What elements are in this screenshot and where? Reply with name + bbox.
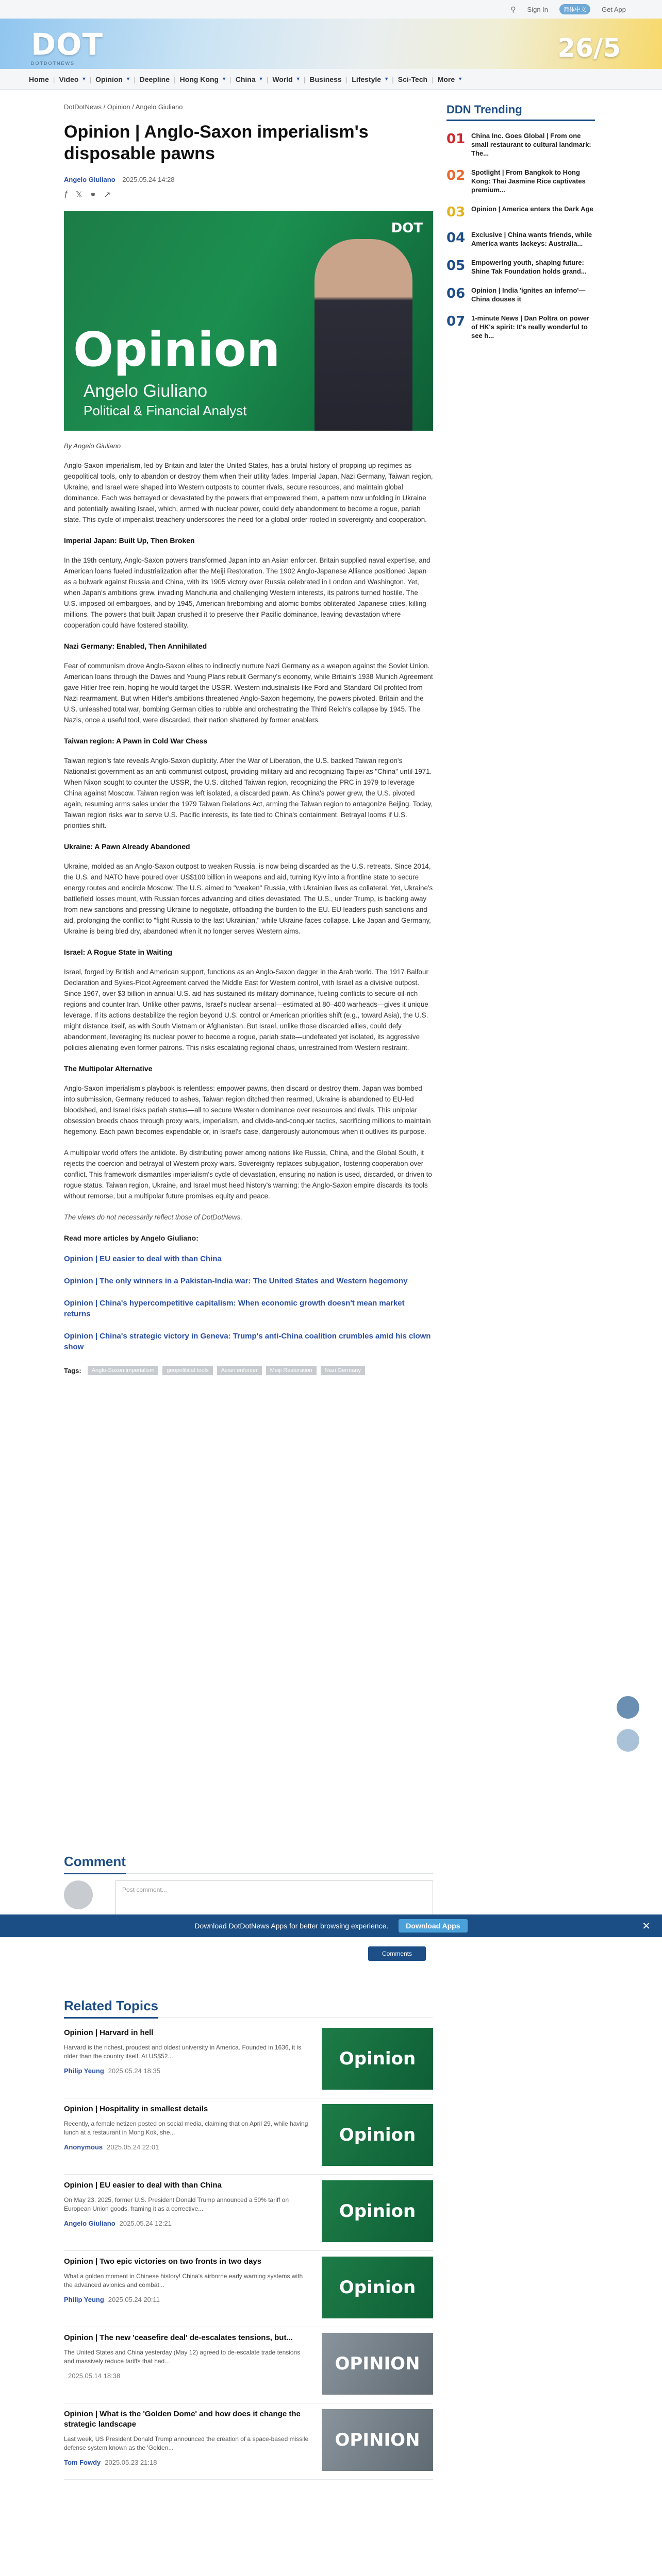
related-thumbnail[interactable]: Opinion [322, 2028, 433, 2090]
trending-item[interactable] [446, 258, 595, 276]
related-summary: The United States and China yesterday (May 12) agreed to de-escalate trade tensions and massively reduce tariffs that had... [64, 2349, 301, 2365]
facebook-icon[interactable]: ƒ [64, 190, 69, 198]
x-icon[interactable]: 𝕏 [75, 191, 82, 199]
close-icon[interactable]: ✕ [642, 1920, 651, 1932]
trending-item[interactable] [446, 205, 595, 220]
trending-item[interactable] [446, 314, 595, 340]
related-summary: Recently, a female netizen posted on social media, claiming that on April 29, while having lunch at a restaurant in Mong Kok, she... [64, 2120, 308, 2136]
divider [64, 2479, 433, 2480]
anniversary-badge: 26/5 [557, 33, 621, 63]
trending-rank: 02 [446, 168, 466, 183]
related-author[interactable]: Philip Yeung [64, 2067, 104, 2075]
trending-headline[interactable]: Exclusive | China wants friends, while America wants lackeys: Australia... [471, 231, 592, 247]
paragraph: Taiwan region's fate reveals Anglo-Saxon duplicity. After the War of Liberation, the U.S. backed Taiwan region's Nationalist government as an anti-communist outpost, providing military aid and recognizing Taipei as "China" until 1971. When Nixon sought to counter the USSR, the U.S. ditched Taiwan region, recognizing the PRC in 1979 to leverage China against Moscow. Taiwan region was left isolated, a discarded pawn. As China's power grew, the U.S. pivoted again, resuming arms sales under the 1979 Taiwan Relations Act, arming the Taiwan region to antagonize Beijing. Today, Taiwan region risks war to serve U.S. Pacific interests, its fate tied to China's containment. Betrayal looms if U.S. priorities shift. [64, 757, 433, 829]
avatar [64, 1880, 93, 1909]
share-bar [64, 190, 433, 200]
article-title: Opinion | Anglo-Saxon imperialism's disposable pawns [64, 122, 369, 163]
related-author[interactable]: Anonymous [64, 2143, 103, 2151]
comment-header [64, 1854, 433, 1874]
related-item[interactable] [64, 2333, 433, 2380]
section-heading: Taiwan region: A Pawn in Cold War Chess [64, 737, 208, 745]
paragraph: Anglo-Saxon imperialism's playbook is relentless: empower pawns, then discard or destroy them. Japan was bombed into submission, Germany reduced to ashes, Taiwan region ditched then rearmed, Ukraine is abandoned to EU-led bloodshed, and Israel risks pariah status—all to secure Western dominance over resources and rivals. This unipolar obsession breeds chaos through proxy wars, imperialism, and divide-and-conquer tactics, sacrificing millions to maintain hegemony. Each pawn becomes expendable or, in Israel's case, dangerously autonomous when it outlives its purpose. [64, 1084, 431, 1136]
related-time: 2025.05.14 18:38 [68, 2372, 121, 2380]
read-more-link[interactable]: Opinion | China's strategic victory in Geneva: Trump's anti-China coalition crumbles amid his clown show [64, 1332, 431, 1351]
download-app-bar [0, 1914, 662, 1937]
search-icon[interactable]: ⚲ [510, 5, 516, 13]
trending-headline[interactable]: Opinion | America enters the Dark Age [471, 205, 593, 213]
related-header [64, 1998, 433, 2018]
site-logo[interactable]: DOT [31, 27, 104, 62]
tag-chip[interactable]: geopolitical tools [162, 1366, 212, 1375]
related-title[interactable]: Opinion | What is the 'Golden Dome' and how does it change the strategic landscape [64, 2410, 301, 2429]
author-photo [315, 239, 412, 431]
trending-rank: 05 [446, 258, 466, 274]
related-time: 2025.05.24 12:21 [119, 2219, 172, 2227]
trending-title: DDN Trending [446, 103, 595, 121]
related-time: 2025.05.24 18:35 [108, 2067, 160, 2075]
related-time: 2025.05.23 21:18 [105, 2459, 157, 2466]
link-icon[interactable]: ⚭ [89, 191, 97, 199]
tag-chip[interactable]: Nazi Germany [321, 1366, 365, 1375]
nav-separator: | [303, 75, 306, 83]
tag-chip[interactable]: Anglo-Saxon imperialism [88, 1366, 159, 1375]
paragraph: Israel, forged by British and American support, functions as an Anglo-Saxon dagger in the Arab world. The 1917 Balfour Declaration and Sykes-Picot Agreement carved the Middle East for Western control, with Israel as a divisive outpost. Since 1967, over $3 billion in annual U.S. aid has sustained its military dominance, fueling conflicts to secure oil-rich regions and counter Iran. Unlike other pawns, Israel's nuclear arsenal—estimated at 80–400 warheads—gives it unique leverage. If its actions destabilize the region beyond U.S. control or American priorities shift (e.g., toward Asia), the U.S. might distance itself, as with South Vietnam or Afghanistan. But Israel, unlike those discarded allies, could defy abandonment, leveraging its nuclear power to become a rogue, pariah state—undefeated yet isolated, its aggressive policies alienating even former patrons. This risks escalating regional chaos, unrestrained from Western restraint. [64, 968, 428, 1052]
main-nav [0, 69, 662, 90]
nav-item-hong-kong[interactable]: Hong Kong [179, 75, 219, 83]
tag-chip[interactable]: Asian enforcer [217, 1366, 262, 1375]
trending-list [446, 131, 595, 340]
nav-item-deepline[interactable]: Deepline [139, 75, 170, 83]
publish-time: 2025.05.24 14:28 [122, 176, 175, 183]
article-body [64, 460, 433, 1223]
trending-item[interactable] [446, 131, 595, 158]
language-switch[interactable]: 简体中文 [559, 4, 590, 14]
related-summary: On May 23, 2025, former U.S. President Donald Trump announced a 50% tariff on European Union goods, framing it as a corrective... [64, 2196, 289, 2212]
comments-button[interactable]: Comments [368, 1946, 426, 1961]
related-byline [64, 2372, 309, 2380]
paragraph: In the 19th century, Anglo-Saxon powers transformed Japan into an Asian enforcer. Britain supplied naval expertise, and American loans fueled industrialization after the Meiji Restoration. The 1902 Anglo-Japanese Alliance positioned Japan as a bulwark against Russia and China, with its 1905 victory over Russia celebrated in London and Washington. Yet, when Japan's ambitions grew, invading Manchuria and challenging Western interests, its patrons turned hostile. The U.S. imposed oil embargoes, and by 1945, American firebombing and atomic bombs obliterated Japanese cities, killing millions. The powers that built Japan crushed it to preserve their Pacific dominance, leaving devastation where cooperation could have fostered stability. [64, 556, 431, 629]
divider [64, 2250, 433, 2251]
related-summary: What a golden moment in Chinese history! China's airborne early warning systems with the advanced avionics and combat... [64, 2273, 303, 2289]
top-utility-bar [0, 0, 662, 19]
related-thumbnail[interactable]: Opinion [322, 2104, 433, 2166]
image-caption: By Angelo Giuliano [64, 442, 121, 450]
related-title[interactable]: Opinion | Hospitality in smallest details [64, 2105, 208, 2113]
site-tagline: DOTDOTNEWS [31, 61, 75, 66]
nav-item-video[interactable]: Video [59, 75, 79, 83]
nav-separator: | [345, 75, 348, 83]
section-heading: Nazi Germany: Enabled, Then Annihilated [64, 642, 207, 650]
chevron-down-icon: ▾ [296, 76, 300, 82]
chevron-down-icon: ▾ [82, 76, 86, 82]
trending-item[interactable] [446, 286, 595, 303]
breadcrumb[interactable]: DotDotNews / Opinion / Angelo Giuliano [64, 103, 183, 111]
author-link[interactable]: Angelo Giuliano [64, 176, 115, 183]
nav-item-sci-tech[interactable]: Sci-Tech [398, 75, 428, 83]
nav-separator: | [229, 75, 231, 83]
chevron-down-icon: ▾ [259, 76, 262, 82]
nav-separator: | [89, 75, 92, 83]
hero-logo: DOT [391, 221, 423, 236]
related-byline [64, 2067, 309, 2075]
tag-list [64, 1366, 433, 1375]
related-summary: Harvard is the richest, proudest and oldest university in America. Founded in 1636, it is older than the country itself. At US$52... [64, 2044, 302, 2060]
nav-separator: | [432, 75, 434, 83]
related-author[interactable]: Tom Fowdy [64, 2459, 101, 2466]
related-title[interactable]: Opinion | The new 'ceasefire deal' de-escalates tensions, but... [64, 2333, 293, 2342]
related-time: 2025.05.24 22:01 [107, 2143, 159, 2151]
related-item[interactable] [64, 2409, 433, 2466]
trending-headline[interactable]: 1-minute News | Dan Poltra on power of HK's spirit: It's really wonderful to see h... [471, 314, 590, 340]
nav-separator: | [174, 75, 176, 83]
hero-author-role: Political & Financial Analyst [84, 403, 247, 418]
download-apps-button[interactable]: Download Apps [399, 1919, 467, 1933]
related-thumbnail[interactable]: OPINION [322, 2333, 433, 2395]
read-more-list [64, 1253, 433, 1352]
nav-separator: | [53, 75, 55, 83]
divider [64, 2174, 433, 2175]
trending-headline[interactable]: China Inc. Goes Global | From one small restaurant to cultural landmark: The... [471, 132, 591, 157]
trending-headline[interactable]: Opinion | India 'ignites an inferno'—China douses it [471, 286, 586, 303]
comment-placeholder: Post comment... [122, 1886, 167, 1893]
trending-headline[interactable]: Spotlight | From Bangkok to Hong Kong: Thai Jasmine Rice captivates premium... [471, 168, 586, 194]
related-item[interactable] [64, 2028, 433, 2075]
related-title[interactable]: Opinion | Two epic victories on two fronts in two days [64, 2257, 262, 2266]
section-heading: Imperial Japan: Built Up, Then Broken [64, 536, 195, 545]
trending-rank: 07 [446, 314, 466, 329]
nav-item-home[interactable]: Home [29, 75, 49, 83]
related-summary: Last week, US President Donald Trump announced the creation of a space-based missile defense system known as the 'Golden... [64, 2435, 309, 2451]
related-byline [64, 2459, 309, 2466]
comment-title: Comment [64, 1854, 126, 1874]
chevron-down-icon: ▾ [459, 76, 462, 82]
nav-item-opinion[interactable]: Opinion [95, 75, 123, 83]
nav-separator: | [134, 75, 136, 83]
chevron-down-icon: ▾ [223, 76, 226, 82]
section-heading: The Multipolar Alternative [64, 1064, 153, 1073]
share-float-button[interactable] [617, 1729, 639, 1752]
hero-opinion-label: Opinion [73, 322, 280, 377]
tags-label: Tags: [64, 1366, 81, 1375]
nav-item-lifestyle[interactable]: Lifestyle [352, 75, 382, 83]
related-item[interactable] [64, 2104, 433, 2151]
section-heading: Ukraine: A Pawn Already Abandoned [64, 842, 190, 851]
read-more-link[interactable]: Opinion | The only winners in a Pakistan-India war: The United States and Western hegemony [64, 1277, 408, 1285]
related-thumbnail[interactable]: Opinion [322, 2257, 433, 2318]
nav-item-world[interactable]: World [272, 75, 293, 83]
section-heading: Israel: A Rogue State in Waiting [64, 948, 173, 956]
related-byline [64, 2219, 309, 2227]
related-title[interactable]: Opinion | Harvard in hell [64, 2028, 154, 2037]
related-item[interactable] [64, 2180, 433, 2227]
related-thumbnail[interactable]: OPINION [322, 2409, 433, 2471]
read-more-link[interactable]: Opinion | China's hypercompetitive capitalism: When economic growth doesn't mean market returns [64, 1299, 405, 1318]
related-title[interactable]: Opinion | EU easier to deal with than China [64, 2181, 222, 2190]
hero-author-name: Angelo Giuliano [84, 381, 208, 401]
scroll-top-button[interactable] [617, 1696, 639, 1719]
hero-image [64, 211, 433, 431]
trending-item[interactable] [446, 230, 595, 248]
sign-in-link[interactable]: Sign In [527, 5, 549, 13]
paragraph: A multipolar world offers the antidote. By distributing power among nations like Russia, China, and the Global South, it rejects the coercion and betrayal of Western proxy wars. Sovereignty replaces subjugation, fostering cooperation over conflict. This framework dismantles imperialism's cycle of devastation, ensuring no nation is used, discarded, or driven to rogue status. Taiwan region, Ukraine, and Israel must heed history's warning: the Anglo-Saxon empire discards its tools without remorse, but a multipolar future promises equity and peace. [64, 1149, 432, 1200]
trending-rank: 03 [446, 205, 466, 220]
related-byline [64, 2296, 309, 2303]
paragraph: Fear of communism drove Anglo-Saxon elites to indirectly nurture Nazi Germany as a weapon against the Soviet Union. American loans through the Dawes and Young Plans rebuilt Germany's economy, while Britain's 1938 Munich Agreement gave Hitler free rein, hoping he would target the USSR. Western industrialists like Ford and Standard Oil profited from Nazi rearmament. But when Hitler's ambitions threatened Anglo-Saxon hegemony, the powers pivoted. Britain and the U.S. unleashed total war, bombing German cities to rubble and orchestrating the Third Reich's collapse by 1945. The Nazis, once a useful tool, were discarded, their nation shattered by former enablers. [64, 662, 433, 724]
trending-sidebar [446, 103, 595, 340]
paragraph: Ukraine, molded as an Anglo-Saxon outpost to weaken Russia, is now being discarded as the U.S. retreats. Since 2014, the U.S. and NATO have poured over US$100 billion in weapons and aid, turning Kyiv into a frontline state to secure energy routes and encircle Moscow. The U.S. aimed to "weaken" Russia, with Ukrainian lives as collateral. Yet, Ukraine's battlefield losses mount, with Russian forces advancing and cities devastated. The U.S., under Trump, is backing away from new sanctions and pressing Ukraine to negotiate, offloading the burden to the EU. EU leaders push sanctions and aid, prolonging the conflict to "fight Russia to the last Ukrainian," while Ukraine faces collapse. Like Japan and Germany, Ukraine is being bled dry, abandoned when it no longer serves Western aims. [64, 862, 433, 935]
related-author[interactable]: Philip Yeung [64, 2296, 104, 2303]
disclaimer: The views do not necessarily reflect those of DotDotNews. [64, 1213, 243, 1221]
related-byline [64, 2143, 309, 2151]
nav-item-china[interactable]: China [235, 75, 256, 83]
related-thumbnail[interactable]: Opinion [322, 2180, 433, 2242]
trending-headline[interactable]: Empowering youth, shaping future: Shine Tak Foundation holds grand... [471, 259, 587, 275]
nav-separator: | [266, 75, 269, 83]
trending-rank: 04 [446, 230, 466, 246]
byline [64, 176, 433, 183]
related-title: Related Topics [64, 1998, 158, 2019]
chevron-down-icon: ▾ [385, 76, 388, 82]
nav-item-business[interactable]: Business [309, 75, 342, 83]
related-item[interactable] [64, 2257, 433, 2303]
trending-item[interactable] [446, 168, 595, 194]
read-more-title: Read more articles by Angelo Giuliano: [64, 1234, 198, 1242]
nav-item-more[interactable]: More [437, 75, 455, 83]
share-icon[interactable]: ↗ [104, 191, 111, 199]
chevron-down-icon: ▾ [126, 76, 130, 82]
read-more-link[interactable]: Opinion | EU easier to deal with than China [64, 1255, 222, 1263]
paragraph: Anglo-Saxon imperialism, led by Britain and later the United States, has a brutal history of propping up regimes as geopolitical tools, only to abandon or destroy them when their utility fades. Imperial Japan, Nazi Germany, Taiwan region, Ukraine, and Israel were shaped into Western outposts to counter rivals, secure resources, and maintain global dominance. Each was betrayed or devastated by the powers that empowered them, a pattern now unfolding in Ukraine and potentially awaiting Israel, which, armed with nuclear power, could defy abandonment to become a rogue, pariah state. This cycle of imperialist treachery underscores the need for a global order rooted in sovereignty and cooperation. [64, 462, 433, 523]
get-app-link[interactable]: Get App [602, 5, 626, 13]
tag-chip[interactable]: Meiji Restoration [266, 1366, 317, 1375]
trending-rank: 01 [446, 131, 466, 147]
related-time: 2025.05.24 20:11 [108, 2296, 160, 2303]
trending-rank: 06 [446, 286, 466, 301]
page-content [0, 90, 662, 2576]
related-author[interactable]: Angelo Giuliano [64, 2219, 115, 2227]
nav-separator: | [392, 75, 394, 83]
article-column [64, 90, 433, 1375]
download-app-text: Download DotDotNews Apps for better browsing experience. [194, 1922, 389, 1930]
